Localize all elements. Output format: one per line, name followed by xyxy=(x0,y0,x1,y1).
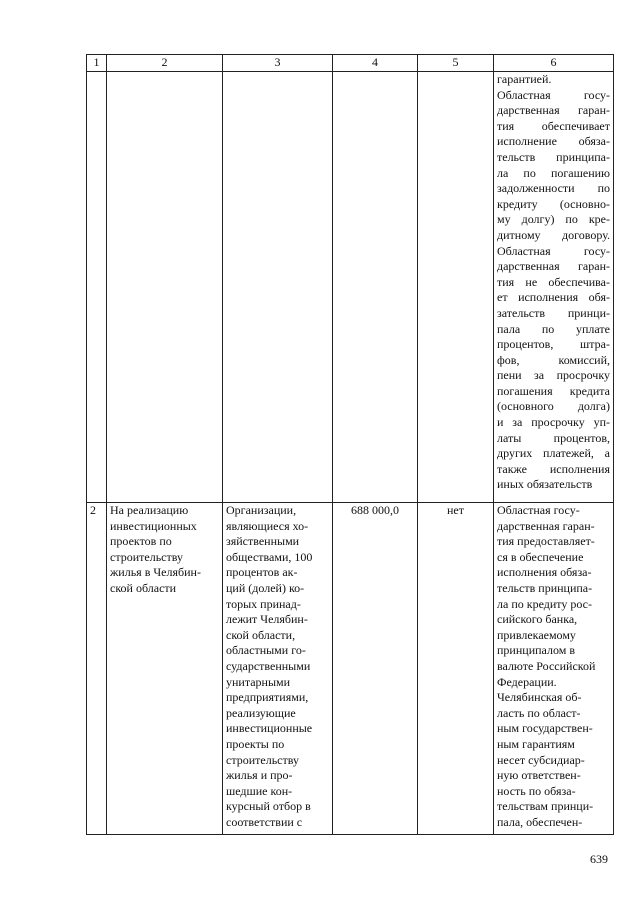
cont-cell-2 xyxy=(107,72,223,503)
text-line: валюте Российской xyxy=(497,658,596,673)
text-line: ской области xyxy=(110,580,177,595)
text-line: также исполнения xyxy=(497,461,610,476)
text-line: курсный отбор в xyxy=(226,799,311,814)
text-line: тия обеспечивает xyxy=(497,118,610,133)
text-line: строительству xyxy=(226,752,299,767)
text-line: дарственная гаран- xyxy=(497,259,610,274)
text-line: жилья и про- xyxy=(226,768,293,783)
text-line: зательств принци- xyxy=(497,305,610,320)
purpose-text xyxy=(110,503,219,597)
header-col-1: 1 xyxy=(87,55,107,72)
text-line: ность по обяза- xyxy=(497,783,576,798)
guarantees-table xyxy=(86,54,614,835)
text-line: обществами, 100 xyxy=(226,549,313,564)
text-line: ла по погашению xyxy=(497,165,610,180)
text-line: сийского банка, xyxy=(497,612,578,627)
amount-cell xyxy=(333,503,418,835)
text-line: погашения кредита xyxy=(497,383,610,398)
header-col-2: 2 xyxy=(107,55,223,72)
text-line: ет исполнения обя- xyxy=(497,290,610,305)
text-line: исполнения обяза- xyxy=(497,565,592,580)
text-line: дарственная гаран- xyxy=(497,518,595,533)
text-line: ций (долей) ко- xyxy=(226,580,305,595)
text-line: других платежей, а xyxy=(497,446,610,461)
text-line: процентов ак- xyxy=(226,565,298,580)
text-line: привлекаемому xyxy=(497,627,576,642)
text-line: латы процентов, xyxy=(497,430,610,445)
conditions-text xyxy=(497,503,610,830)
text-line: несет субсидиар- xyxy=(497,752,585,767)
header-row xyxy=(87,55,614,72)
text-line: ла по кредиту рос- xyxy=(497,596,592,611)
text-line: ской области, xyxy=(226,627,296,642)
cont-cell-4 xyxy=(333,72,418,503)
text-line: фов, комиссий, xyxy=(497,352,610,367)
text-line: пени за просрочку xyxy=(497,368,610,383)
text-line: являющиеся хо- xyxy=(226,518,309,533)
text-line: областными го- xyxy=(226,643,306,658)
text-line: дитному договору. xyxy=(497,227,610,242)
text-line: пала по уплате xyxy=(497,321,610,336)
text-line: шедшие кон- xyxy=(226,783,293,798)
text-line: На реализацию xyxy=(110,503,189,517)
text-line: ласть по област- xyxy=(497,705,581,720)
cont-cell-1 xyxy=(87,72,107,503)
text-line: жилья в Челябин- xyxy=(110,565,201,580)
row-number-cell xyxy=(87,503,107,835)
text-line: предприятиями, xyxy=(226,690,309,705)
header-col-5: 5 xyxy=(418,55,494,72)
text-line: инвестиционные xyxy=(226,721,313,736)
text-line: проектов по xyxy=(110,534,172,549)
text-line: сударственными xyxy=(226,658,311,673)
text-line: тия не обеспечива- xyxy=(497,274,610,289)
text-line: исполнение обяза- xyxy=(497,134,610,149)
text-line: Челябинская об- xyxy=(497,690,582,705)
purpose-cell xyxy=(107,503,223,835)
text-line: унитарными xyxy=(226,674,291,689)
page-number: 639 xyxy=(590,852,608,866)
text-line: (основного долга) xyxy=(497,399,610,414)
text-line: лежит Челябин- xyxy=(226,612,308,627)
amount-value: 688 000,0 xyxy=(351,503,399,517)
principal-cell xyxy=(223,503,333,835)
text-line: процентов, штра- xyxy=(497,337,610,352)
text-line: зяйственными xyxy=(226,534,300,549)
text-line: тельств принципа- xyxy=(497,580,593,595)
text-line: торых принад- xyxy=(226,596,301,611)
text-line: задолженности по xyxy=(497,181,610,196)
text-line: пала, обеспечен- xyxy=(497,814,583,829)
text-line: Организации, xyxy=(226,503,297,517)
continuation-row xyxy=(87,72,614,503)
text-line: гарантией. xyxy=(497,72,552,86)
text-line: соответствии с xyxy=(226,814,303,829)
text-line: ся в обеспечение xyxy=(497,549,584,564)
cont-conditions-text xyxy=(497,72,610,493)
text-line: строительству xyxy=(110,549,183,564)
cont-cell-5 xyxy=(418,72,494,503)
table-row xyxy=(87,503,614,835)
text-line: проекты по xyxy=(226,736,285,751)
header-col-6: 6 xyxy=(494,55,614,72)
text-line: иных обязательств xyxy=(497,477,593,492)
text-line: кредиту (основно- xyxy=(497,196,610,211)
text-line: инвестиционных xyxy=(110,518,197,533)
principal-text xyxy=(226,503,329,830)
regress-value: нет xyxy=(447,503,464,517)
text-line: тия предоставляет- xyxy=(497,534,595,549)
header-col-4: 4 xyxy=(333,55,418,72)
text-line: ным государствен- xyxy=(497,721,593,736)
text-line: принципалом в xyxy=(497,643,575,658)
text-line: дарственная гаран- xyxy=(497,103,610,118)
text-line: ным гарантиям xyxy=(497,736,575,751)
regress-cell xyxy=(418,503,494,835)
text-line: тельствам принци- xyxy=(497,799,594,814)
row-number: 2 xyxy=(90,503,96,517)
text-line: тельств принципа- xyxy=(497,149,610,164)
text-line: Федерации. xyxy=(497,674,557,689)
cont-cell-3 xyxy=(223,72,333,503)
text-line: реализующие xyxy=(226,705,296,720)
text-line: му долгу) по кре- xyxy=(497,212,610,227)
cont-conditions-cell xyxy=(494,72,614,503)
header-col-3: 3 xyxy=(223,55,333,72)
conditions-cell xyxy=(494,503,614,835)
text-line: Областная госу- xyxy=(497,87,610,102)
text-line: Областная госу- xyxy=(497,243,610,258)
text-line: ную ответствен- xyxy=(497,768,581,783)
text-line: Областная госу- xyxy=(497,503,580,517)
text-line: и за просрочку уп- xyxy=(497,415,610,430)
